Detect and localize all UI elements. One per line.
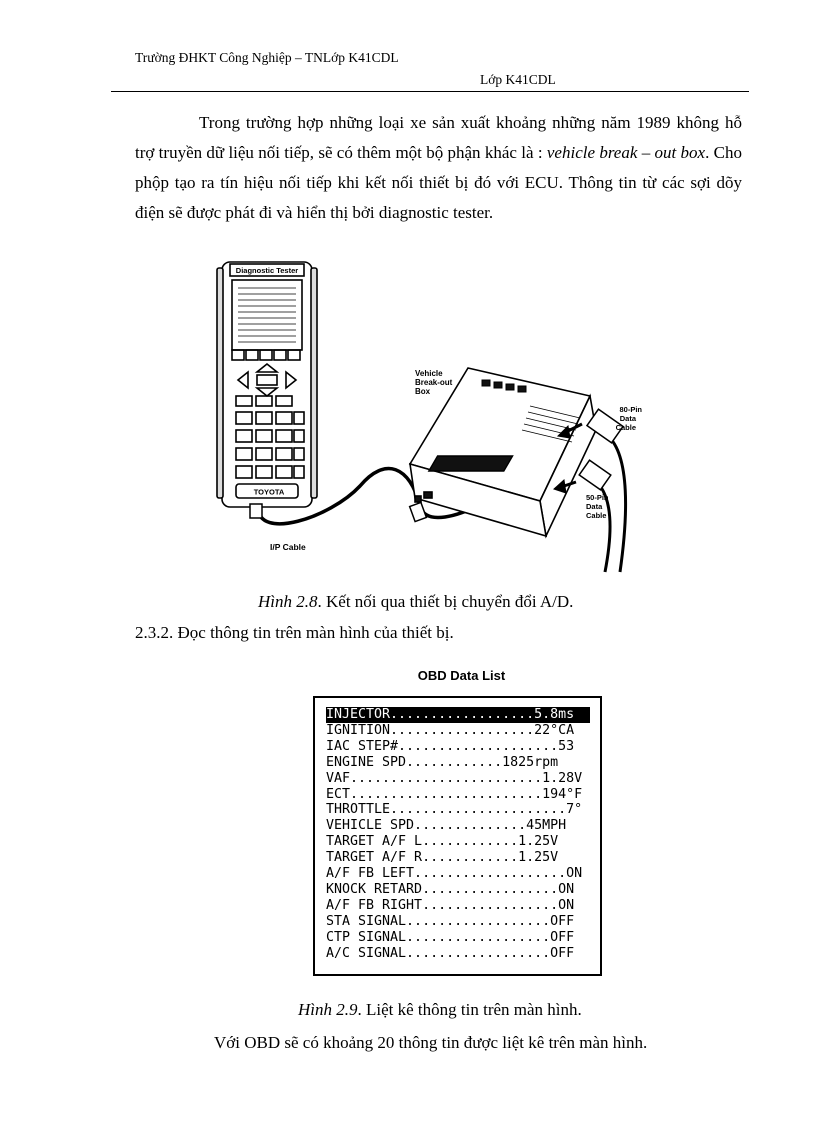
obd-row: ENGINE SPD............1825rpm xyxy=(326,754,559,770)
obd-row: VAF........................1.28V xyxy=(326,770,583,786)
paragraph-emphasis: vehicle break – out box xyxy=(546,143,706,162)
body-paragraph xyxy=(135,108,742,228)
tester-label: Diagnostic Tester xyxy=(235,266,299,275)
paragraph-part2: . Cho phộp tạo ra tín hiệu nối tiếp khi kết nối thiết bị đó với ECU. Thông tin từ các sợi dõy điện sẽ được phát đi và hiển thị bởi diagnostic tester. xyxy=(135,143,743,222)
obd-row: TARGET A/F R............1.25V xyxy=(326,850,559,866)
diagnostic-tester-illustration xyxy=(217,262,317,507)
obd-row: IAC STEP#....................53 xyxy=(326,738,575,754)
obd-row: A/F FB LEFT...................ON xyxy=(326,866,583,882)
obd-row: VEHICLE SPD..............45MPH xyxy=(326,818,567,834)
obd-row: ECT........................194°F xyxy=(326,786,583,802)
obd-screen xyxy=(313,696,602,976)
box-label-line3: Box xyxy=(415,387,431,396)
header-school: Trường ĐHKT Công Nghiệp – TNLớp K41CDL xyxy=(135,50,399,65)
cable50-label-line2: Data xyxy=(586,502,603,511)
closing-note: Với OBD sẽ có khoảng 20 thông tin được liệt kê trên màn hình. xyxy=(214,1033,648,1052)
break-out-box-illustration xyxy=(410,368,596,536)
figure-obd-data-list xyxy=(298,658,625,990)
obd-row: KNOCK RETARD.................ON xyxy=(326,881,575,897)
obd-row: IGNITION..................22°CA xyxy=(326,722,575,738)
box-label-line1: Vehicle xyxy=(415,369,443,378)
figure1-caption-text: . Kết nối qua thiết bị chuyển đổi A/D. xyxy=(317,592,574,611)
obd-row: STA SIGNAL..................OFF xyxy=(326,913,575,929)
figure1-caption xyxy=(258,592,573,612)
obd-title: OBD Data List xyxy=(417,668,506,683)
tester-brand: TOYOTA xyxy=(253,487,285,497)
figure2-caption xyxy=(298,1000,582,1020)
obd-row: INJECTOR..................5.8ms xyxy=(326,707,590,723)
section-heading: 2.3.2. Đọc thông tin trên màn hình của thiết bị. xyxy=(135,623,454,642)
header-class: Lớp K41CDL xyxy=(480,72,556,87)
figure1-caption-number: Hình 2.8 xyxy=(258,592,318,611)
cable50-label-line3: Cable xyxy=(586,511,607,520)
cable80-label-line3: Cable xyxy=(615,423,636,432)
header-divider xyxy=(111,91,749,92)
cable50-label-line1: 50-Pin xyxy=(586,493,609,502)
cable80-label-line2: Data xyxy=(619,414,636,423)
figure-connection-diagram xyxy=(210,256,642,572)
box-label-line2: Break-out xyxy=(415,378,453,387)
obd-row: TARGET A/F L............1.25V xyxy=(326,834,559,850)
obd-row: THROTTLE......................7° xyxy=(326,802,583,818)
figure2-caption-text: . Liệt kê thông tin trên màn hình. xyxy=(357,1000,582,1019)
cable80-label-line1: 80-Pin xyxy=(619,405,642,414)
figure2-caption-number: Hình 2.9 xyxy=(298,1000,358,1019)
paragraph-part1: Trong trường hợp những loại xe sản xuất khoảng những năm 1989 không hỗ trợ truyền dữ liệu nối tiếp, sẽ có thêm một bộ phận khác là : xyxy=(135,113,742,162)
ip-cable-label: I/P Cable xyxy=(270,542,306,552)
obd-row: A/F FB RIGHT.................ON xyxy=(326,897,575,913)
obd-row: A/C SIGNAL..................OFF xyxy=(326,945,575,961)
obd-row: CTP SIGNAL..................OFF xyxy=(326,929,575,945)
